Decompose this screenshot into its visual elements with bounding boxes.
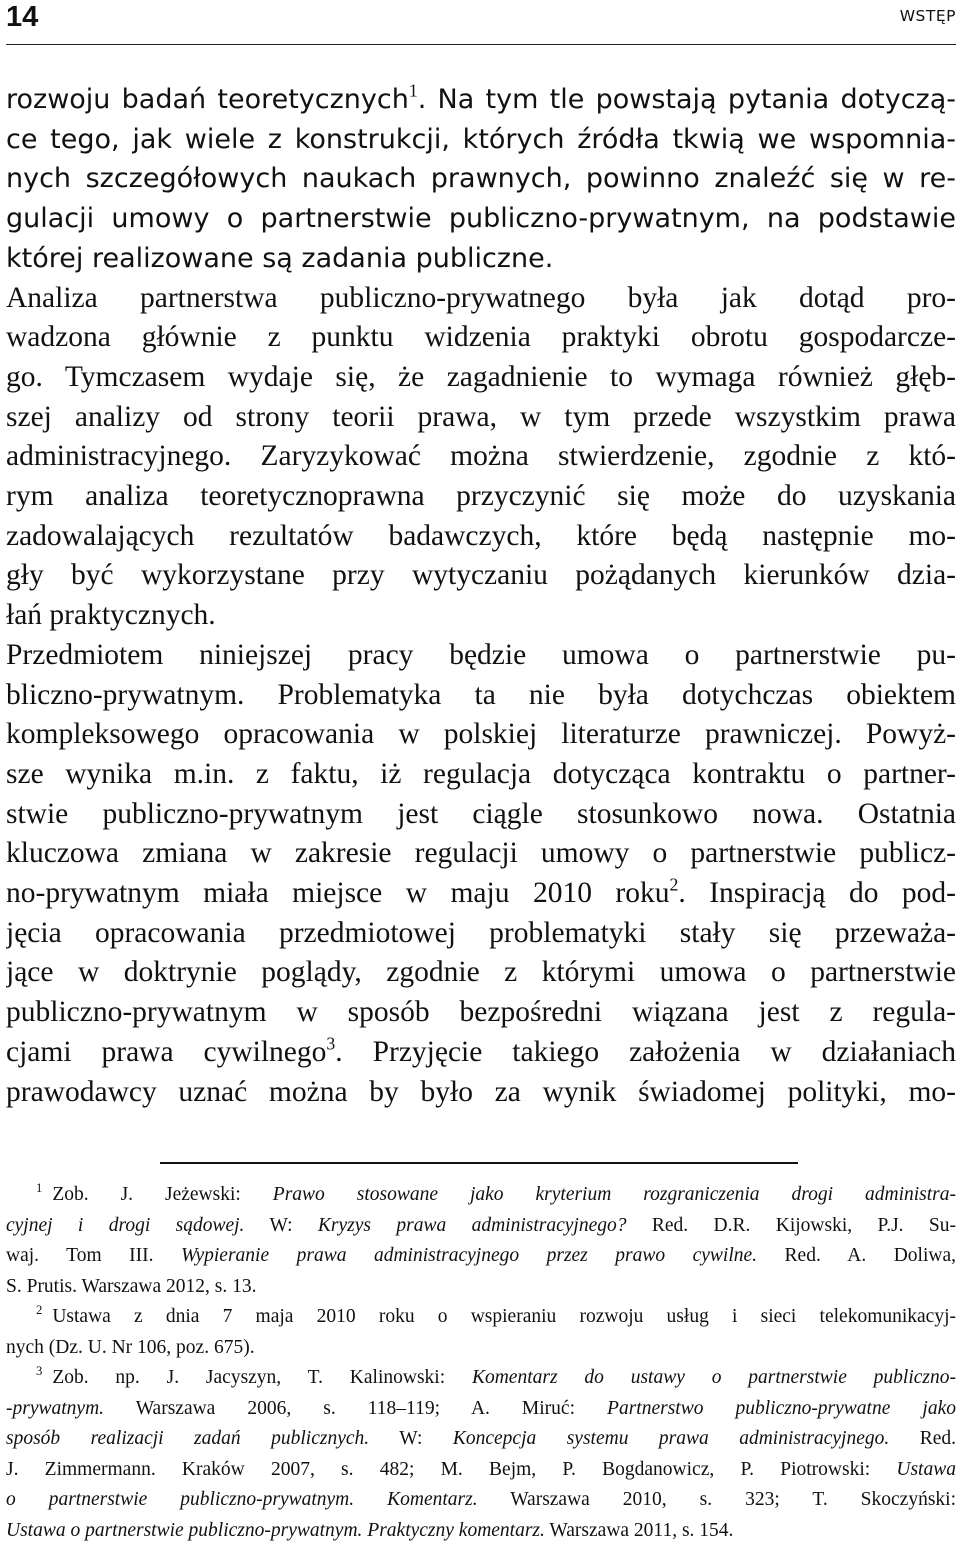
text-line: jące w doktrynie poglądy, zgodnie z którymi umowa o partnerstwie (6, 956, 956, 989)
footnotes (6, 1180, 956, 1546)
text-line: kluczowa zmiana w zakresie regulacji umowy o partnerstwie publicz- (6, 837, 956, 870)
footnote-line: cyjnej i drogi sądowej. W: Kryzys prawa administracyjnego? Red. D.R. Kijowski, P.J. Su- (6, 1214, 956, 1236)
footnote-separator (160, 1162, 798, 1164)
text-line: publiczno-prywatnym w sposób bezpośredni wiązana jest z regula- (6, 996, 956, 1029)
footnote-line: -prywatnym. Warszawa 2006, s. 118–119; A. Miruć: Partnerstwo publiczno-prywatne jako (6, 1397, 956, 1419)
text-line: cjami prawa cywilnego$^3$. Przyjęcie takiego założenia w działaniach (6, 1033, 956, 1068)
footnote-ref[interactable]: 3 (326, 1033, 336, 1054)
text-line: łań praktycznych. (6, 599, 216, 632)
footnote-line: waj. Tom III. Wypieranie prawa administracyjnego przez prawo cywilne. Red. A. Doliwa, (6, 1245, 956, 1266)
text-line: Analiza partnerstwa publiczno-prywatnego była jak dotąd pro- (6, 281, 956, 314)
footnote-line: o partnerstwie publiczno-prywatnym. Komentarz. Warszawa 2010, s. 323; T. Skoczyński: (6, 1489, 956, 1510)
text-line: rozwoju badań teoretycznych$^1$. Na tym tle powstają pytania dotyczą- (6, 80, 956, 115)
text-line: wadzona głównie z punktu widzenia praktyki obrotu gospodarcze- (6, 321, 956, 354)
text-line: stwie publiczno-prywatnym jest ciągle stosunkowo nowa. Ostatnia (6, 797, 956, 830)
text-line: gulacji umowy o partnerstwie publiczno-prywatnym, na podstawie (6, 203, 956, 235)
text-line: zadowalających rezultatów badawczych, które będą następnie mo- (6, 519, 956, 552)
footnote-line: $^1$ Zob. J. Jeżewski: Prawo stosowane jako kryterium rozgraniczenia drogi administra- (36, 1181, 956, 1205)
text-line: bliczno-prywatnym. Problematyka ta nie była dotychczas obiektem (6, 678, 956, 711)
text-line: sze wynika m.in. z faktu, iż regulacja dotycząca kontraktu o partner- (6, 757, 956, 790)
text-line: kompleksowego opracowania w polskiej literaturze prawniczej. Powyż- (6, 718, 956, 751)
footnote-1 (6, 1180, 956, 1302)
text-line: ce tego, jak wiele z konstrukcji, których źródła tkwią we wspomnia- (6, 123, 956, 155)
footnote-line: $^3$ Zob. np. J. Jacyszyn, T. Kalinowski: Komentarz do ustawy o partnerstwie publiczno- (36, 1364, 956, 1388)
text-line: go. Tymczasem wydaje się, że zagadnienie to wymaga również głęb- (6, 360, 956, 393)
paragraph-1 (6, 80, 956, 279)
page-number: 14 (6, 1, 39, 33)
running-head: WSTĘP (899, 7, 956, 25)
text-line: Przedmiotem niniejszej pracy będzie umowa o partnerstwie pu- (6, 638, 956, 671)
text-line: rym analiza teoretycznoprawna przyczynić się może do uzyskania (6, 480, 956, 513)
footnote-line: S. Prutis. Warszawa 2012, s. 13. (6, 1275, 257, 1297)
footnote-ref[interactable]: 2 (669, 874, 679, 895)
footnote-line: nych (Dz. U. Nr 106, poz. 675). (6, 1336, 255, 1358)
paragraph-2 (6, 279, 956, 636)
page-header (6, 0, 956, 45)
footnote-number: 3 (36, 1364, 43, 1379)
footnote-ref[interactable]: 1 (408, 80, 418, 101)
text-line: której realizowane są zadania publiczne. (6, 242, 554, 274)
footnote-2 (6, 1302, 956, 1363)
footnote-number: 1 (36, 1181, 43, 1196)
footnote-3 (6, 1363, 956, 1546)
text-line: nych szczegółowych naukach prawnych, powinno znaleźć się w re- (6, 163, 956, 195)
text-line: szej analizy od strony teorii prawa, w tym przede wszystkim prawa (6, 400, 956, 433)
main-text (6, 80, 956, 1112)
text-line: administracyjnego. Zaryzykować można stwierdzenie, zgodnie z któ- (6, 440, 956, 473)
text-line: gły być wykorzystane przy wytyczaniu pożądanych kierunków dzia- (6, 559, 956, 592)
footnote-line: Ustawa o partnerstwie publiczno-prywatnym. Praktyczny komentarz. Warszawa 2011, s. 154. (6, 1519, 734, 1541)
footnote-line: J. Zimmermann. Kraków 2007, s. 482; M. Bejm, P. Bogdanowicz, P. Piotrowski: Ustawa (6, 1458, 956, 1480)
text-line: jęcia opracowania przedmiotowej problematyki stały się przeważa- (6, 916, 956, 949)
paragraph-3 (6, 636, 956, 1112)
footnote-line: $^2$ Ustawa z dnia 7 maja 2010 roku o wspieraniu rozwoju usług i sieci telekomunikacyj- (36, 1303, 956, 1327)
text-line: no-prywatnym miała miejsce w maju 2010 roku$^2$. Inspiracją do pod- (6, 874, 956, 910)
footnote-number: 2 (36, 1303, 43, 1318)
footnote-line: sposób realizacji zadań publicznych. W: Koncepcja systemu prawa administracyjnego. Red. (6, 1428, 956, 1449)
text-line: prawodawcy uznać można by było za wynik świadomej polityki, mo- (6, 1075, 956, 1108)
